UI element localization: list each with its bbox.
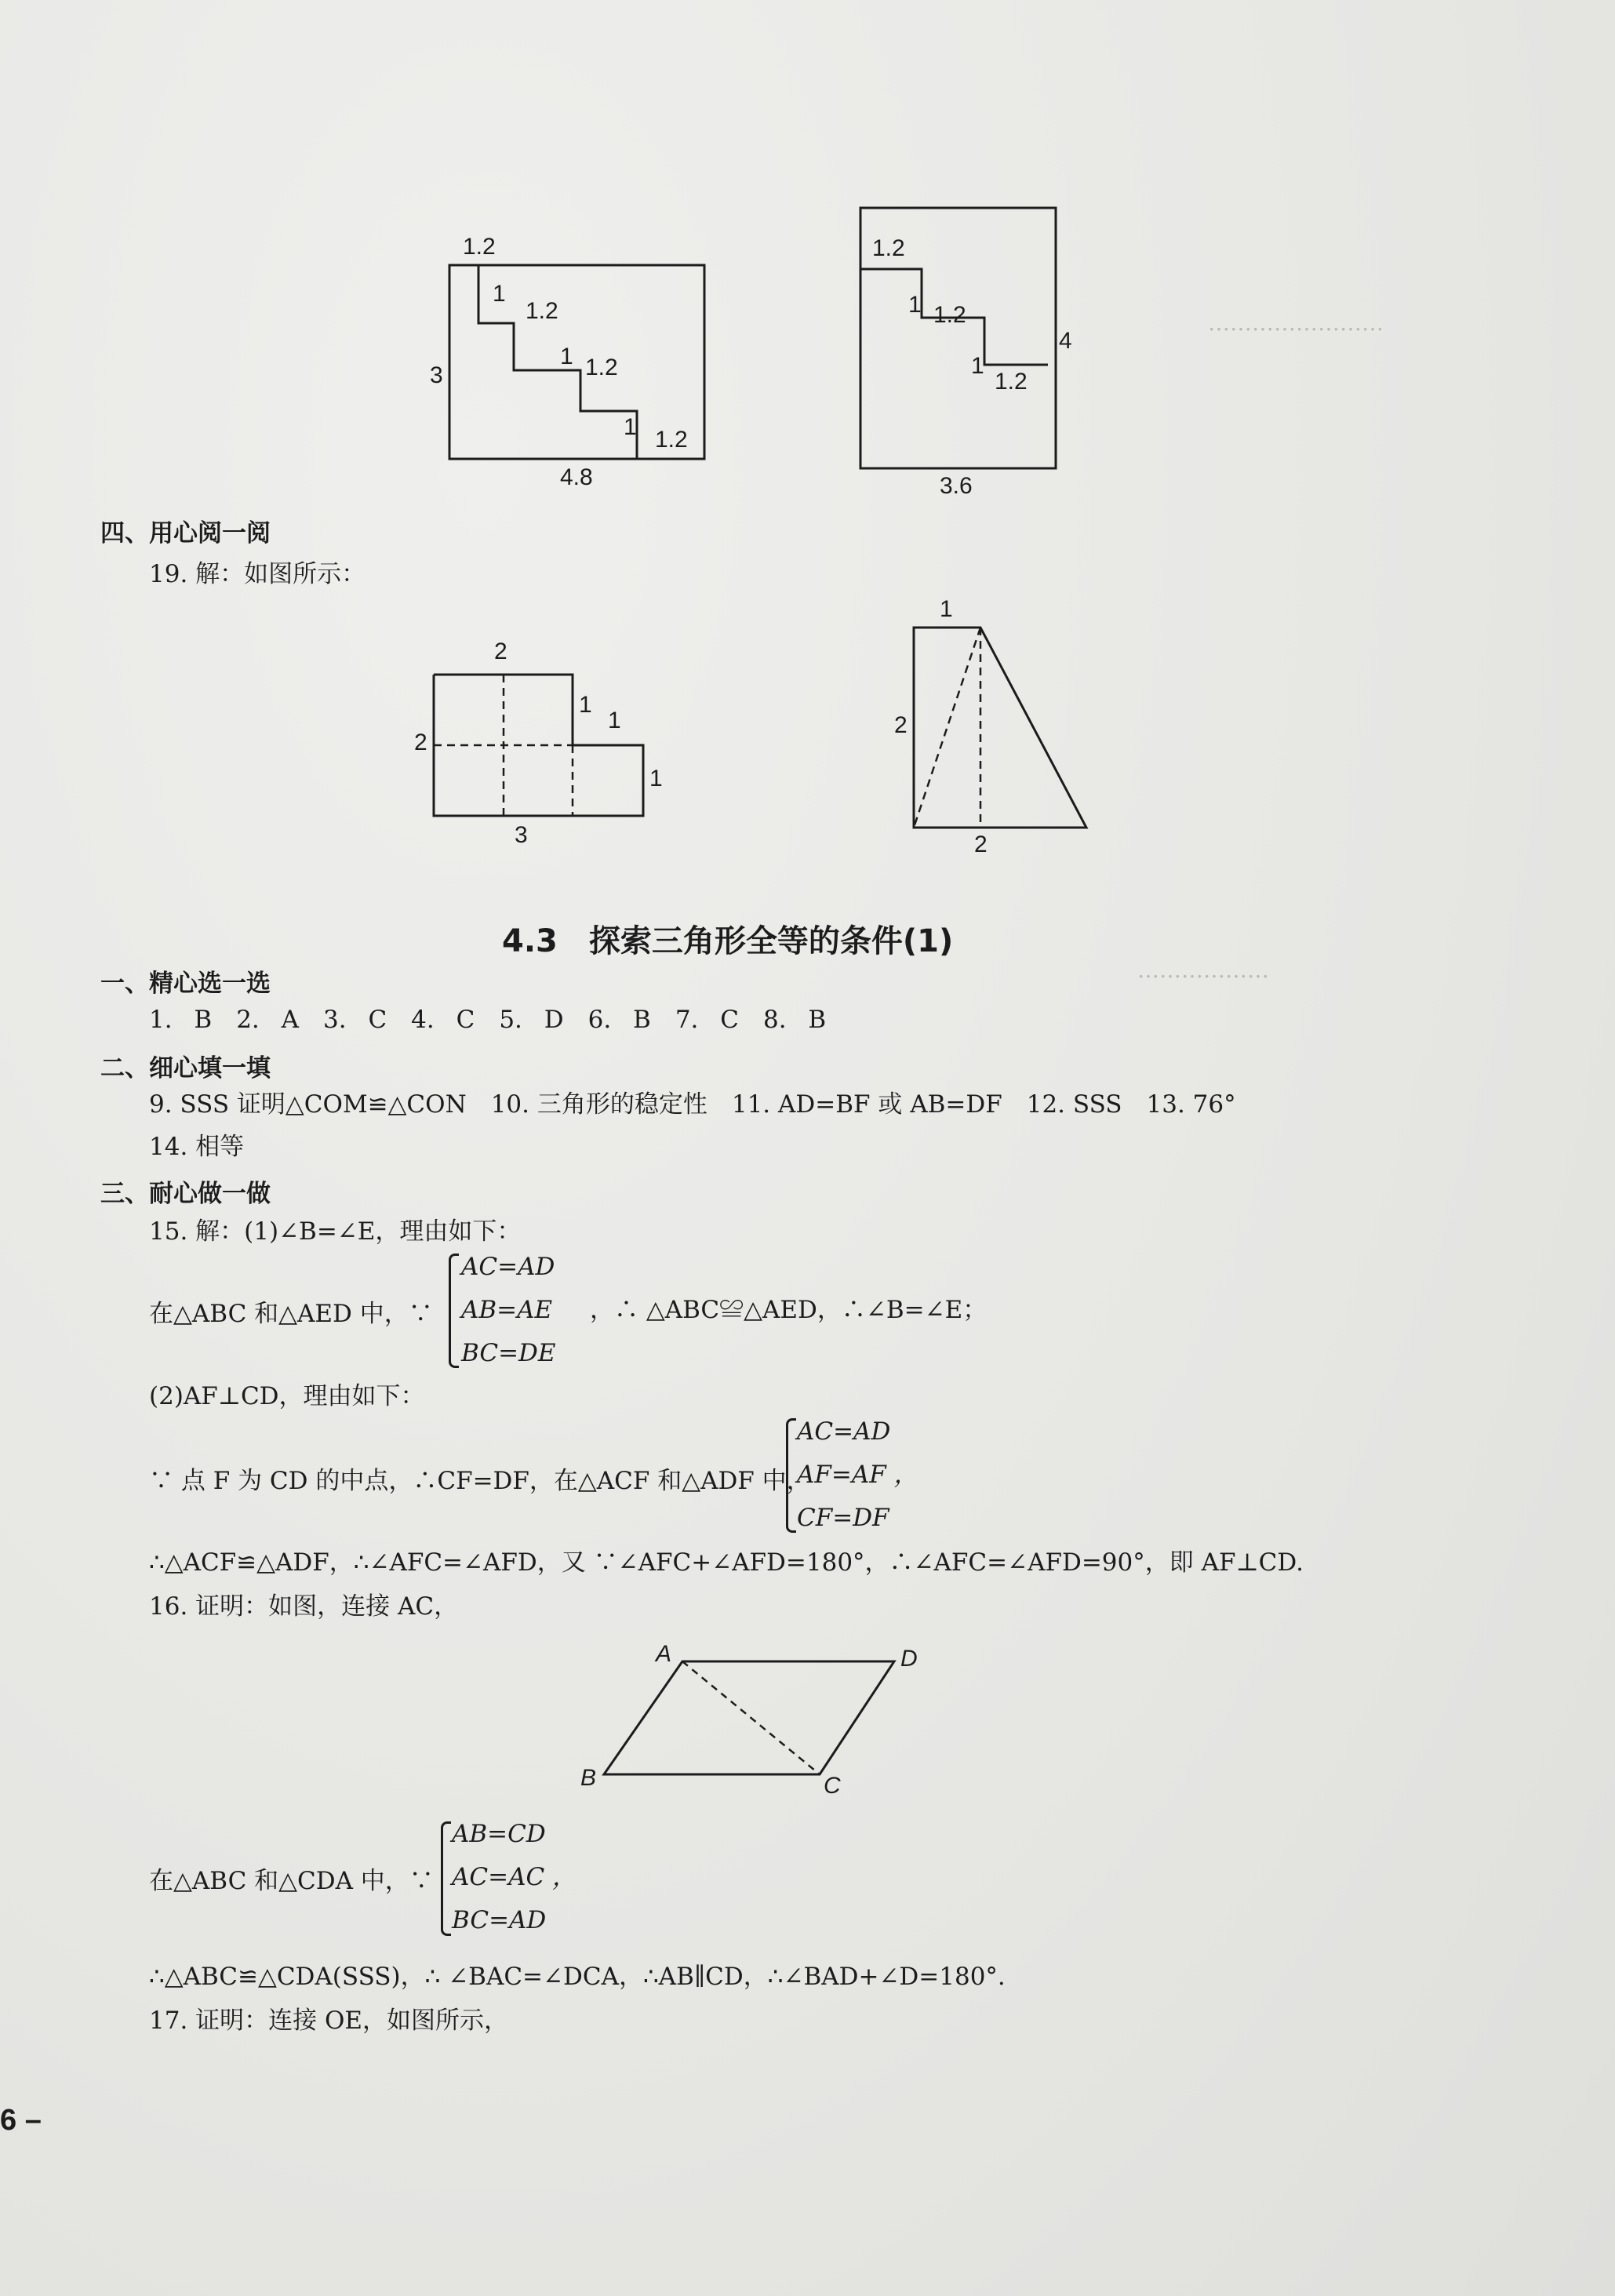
fig3-label: 2: [494, 639, 507, 664]
system-line: AF=AF ，: [797, 1461, 918, 1489]
figure-staircase-pair: [408, 196, 1098, 494]
system-line: CF=DF: [797, 1504, 889, 1532]
fig2-label: 4: [1059, 328, 1072, 354]
fig4-label: 1: [940, 596, 953, 622]
answers-choice: 1. B 2. A 3. C 4. C 5. D 6. B 7. C 8. B: [149, 1006, 827, 1034]
fig4-label: 2: [894, 712, 908, 738]
fig1-label: 1.2: [526, 298, 558, 324]
fig4-label: 2: [974, 831, 988, 857]
system-line: BC=AD: [452, 1906, 547, 1934]
fig1-label: 1.2: [655, 427, 688, 453]
vertex-label: D: [900, 1646, 918, 1672]
figure-q19: [408, 604, 1114, 847]
q15-line: (2)AF⊥CD，理由如下：: [149, 1382, 425, 1410]
figure-parallelogram: [565, 1632, 910, 1804]
fig3-label: 1: [579, 692, 592, 718]
section-heading: 一、精心选一选: [100, 970, 271, 998]
section-heading: 二、细心填一填: [100, 1054, 271, 1083]
vertex-label: C: [824, 1773, 841, 1799]
fig1-label: 1: [560, 344, 573, 369]
q15-line: ∵ 点 F 为 CD 的中点，∴CF=DF，在△ACF 和△ADF 中，: [149, 1467, 811, 1495]
fig1-label: 1.2: [585, 355, 618, 380]
answers-fill: 14. 相等: [149, 1133, 245, 1161]
fig2-label: 1: [908, 292, 922, 318]
system-line: AB=CD: [452, 1820, 546, 1848]
trapezoid: [914, 628, 1086, 828]
system-line: AB=AE: [461, 1296, 553, 1324]
q17-line: 17. 证明：连接 OE，如图所示，: [149, 2007, 509, 2035]
q15-line: ，∴ △ABC≌△AED，∴∠B=∠E；: [590, 1296, 988, 1324]
section-heading: 四、用心阅一阅: [100, 519, 271, 548]
fig3-label: 2: [414, 730, 427, 755]
q15-line: 15. 解：(1)∠B=∠E，理由如下：: [149, 1217, 522, 1246]
brace: [441, 1821, 451, 1936]
answers-fill: 9. SSS 证明△COM≌△CON 10. 三角形的稳定性 11. AD=BF 或 AB=DF 12. SSS 13. 76°: [149, 1090, 1236, 1119]
fig2-label: 1.2: [933, 302, 966, 328]
system-line: BC=DE: [461, 1339, 556, 1367]
q16-line: ∴△ABC≌△CDA(SSS)，∴ ∠BAC=∠DCA，∴AB∥CD，∴∠BAD+∠D=180°.: [149, 1963, 1006, 1991]
q15-line: 在△ABC 和△AED 中，∵: [149, 1300, 433, 1328]
page-title: 4.3 探索三角形全等的条件(1): [502, 923, 954, 959]
fig2-label: 1: [971, 353, 984, 379]
fig1-label: 1.2: [463, 234, 496, 260]
fig1-label: 1: [624, 414, 637, 440]
fig1-label: 4.8: [560, 464, 593, 490]
bleed-text: ……………………: [1208, 310, 1384, 336]
fig3-label: 3: [515, 822, 528, 848]
vertex-label: A: [656, 1641, 672, 1667]
fig2-label: 1.2: [995, 369, 1028, 395]
fig1-label: 1: [493, 281, 506, 307]
system-line: AC=AD: [461, 1253, 555, 1281]
fig2-label: 1.2: [872, 235, 905, 261]
system-line: AC=AC ，: [452, 1863, 577, 1891]
fig3-label: 1: [608, 708, 621, 733]
brace: [786, 1418, 796, 1533]
q16-line: 在△ABC 和△CDA 中，∵: [149, 1867, 434, 1895]
fig3-label: 1: [649, 766, 663, 791]
fig2-label: 3.6: [940, 473, 973, 499]
fig1-label: 3: [430, 362, 443, 388]
q16-line: 16. 证明：如图，连接 AC，: [149, 1592, 459, 1621]
system-line: AC=AD: [797, 1417, 891, 1446]
page-number: 6 –: [0, 2104, 42, 2137]
q15-line: ∴△ACF≌△ADF，∴∠AFC=∠AFD，又 ∵∠AFC+∠AFD=180°，∴∠AFC=∠AFD=90°，即 AF⊥CD.: [149, 1548, 1304, 1577]
bleed-text: ………………: [1137, 957, 1269, 983]
answer-19: 19. 解：如图所示：: [149, 560, 366, 588]
brace: [449, 1254, 459, 1368]
vertex-label: B: [580, 1765, 597, 1791]
section-heading: 三、耐心做一做: [100, 1180, 271, 1208]
